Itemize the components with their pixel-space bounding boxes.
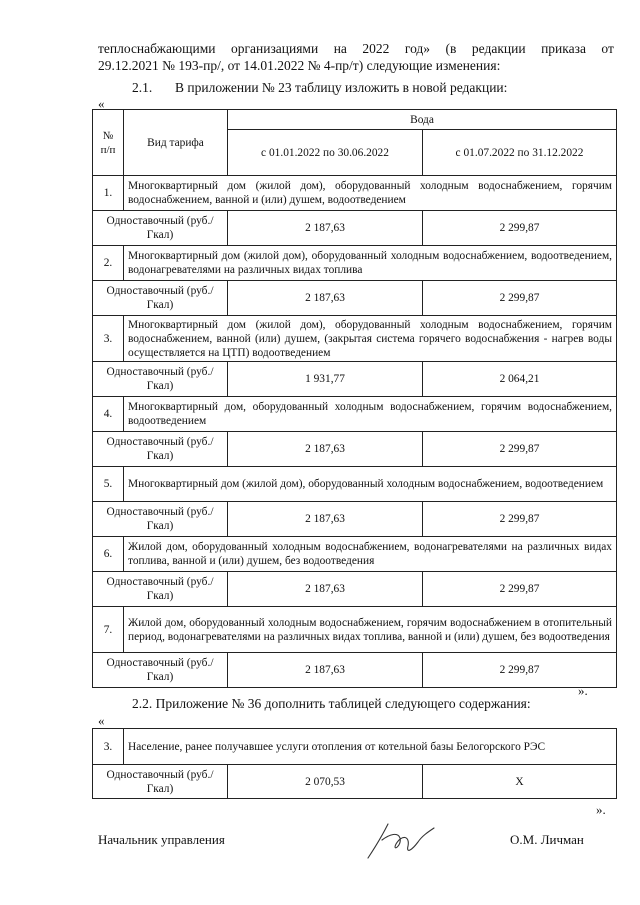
row-value-2: 2 299,87: [423, 432, 617, 467]
row-num: 3.: [93, 729, 124, 765]
intro-word: редакции: [471, 41, 526, 56]
table-row: [93, 572, 617, 607]
row-value-1: 2 187,63: [228, 432, 423, 467]
row-tariff: Одноставочный (руб./Гкал): [93, 211, 228, 246]
table-row: [93, 653, 617, 688]
row-tariff: Одноставочный (руб./Гкал): [93, 432, 228, 467]
header-period-2: с 01.07.2022 по 31.12.2022: [423, 130, 617, 176]
row-value-2: 2 299,87: [423, 211, 617, 246]
row-value-1: 2 187,63: [228, 572, 423, 607]
table-row: [93, 176, 617, 211]
tariff-table: [92, 109, 617, 688]
row-tariff: Одноставочный (руб./Гкал): [93, 362, 228, 397]
table-row: [93, 362, 617, 397]
row-tariff: Одноставочный (руб./Гкал): [93, 653, 228, 688]
table-row: [93, 246, 617, 281]
row-description: Население, ранее получавшее услуги отопления от котельной базы Белогорского РЭС: [124, 729, 617, 765]
row-value-2: 2 299,87: [423, 281, 617, 316]
intro-word: (в: [445, 41, 457, 56]
population-table: [92, 728, 617, 799]
table-row: [93, 211, 617, 246]
intro-word: приказа: [541, 41, 586, 56]
table-row: [93, 467, 617, 502]
row-num: 7.: [93, 607, 124, 653]
intro-word: от: [601, 41, 614, 56]
table-row: [93, 432, 617, 467]
close-quote-1: ».: [578, 683, 588, 698]
row-num: 1.: [93, 176, 124, 211]
close-quote-2: ».: [596, 802, 606, 817]
table-row: [93, 729, 617, 765]
table-row: [93, 397, 617, 432]
header-tariff-type: Вид тарифа: [124, 110, 228, 176]
open-quote: «: [98, 96, 105, 111]
row-value-2: 2 299,87: [423, 653, 617, 688]
header-num: № п/п: [93, 110, 124, 176]
intro-paragraph: [98, 40, 614, 74]
row-tariff: Одноставочный (руб./Гкал): [93, 281, 228, 316]
intro-word: теплоснабжающими: [98, 41, 216, 56]
signer-position: Начальник управления: [98, 832, 225, 847]
row-value-1: 2 070,53: [228, 765, 423, 799]
row-tariff: Одноставочный (руб./Гкал): [93, 572, 228, 607]
row-tariff: Одноставочный (руб./Гкал): [93, 502, 228, 537]
table-row: [93, 281, 617, 316]
intro-line-1: [98, 40, 614, 57]
table-row: [93, 607, 617, 653]
row-value-1: 2 187,63: [228, 281, 423, 316]
row-description: Многоквартирный дом (жилой дом), оборудованный холодным водоснабжением, водоотведением: [124, 467, 617, 502]
row-description: Многоквартирный дом (жилой дом), оборудованный холодным водоснабжением, горячим водоснабжением, ванной (или) душем, (закрытая система горячего водоснабжения - нагрев воды осуществляется на ЦТП) водоотведением: [124, 316, 617, 362]
open-quote-2: «: [98, 713, 105, 728]
section-2-2-text: 2.2. Приложение № 36 дополнить таблицей следующего содержания:: [132, 696, 531, 711]
row-value-1: 2 187,63: [228, 211, 423, 246]
header-period-1: с 01.01.2022 по 30.06.2022: [228, 130, 423, 176]
row-num: 4.: [93, 397, 124, 432]
row-num: 2.: [93, 246, 124, 281]
row-value-2: 2 299,87: [423, 502, 617, 537]
intro-word: на: [333, 41, 347, 56]
header-water: Вода: [228, 110, 617, 130]
signer-name: О.М. Личман: [510, 832, 584, 847]
row-description: Многоквартирный дом (жилой дом), оборудованный холодным водоснабжением, горячим водоснабжением, ванной и (или) душем, водоотведением: [124, 176, 617, 211]
row-value-2: 2 064,21: [423, 362, 617, 397]
intro-word: 2022: [362, 41, 390, 56]
table-row: [93, 316, 617, 362]
intro-line-2: 29.12.2021 № 193-пр/, от 14.01.2022 № 4-пр/т) следующие изменения:: [98, 58, 501, 73]
row-description: Жилой дом, оборудованный холодным водоснабжением, горячим водоснабжением в отопительный период, водонагревателями на различных видах топлива, ванной и (или) душем, без водоотведения: [124, 607, 617, 653]
row-num: 3.: [93, 316, 124, 362]
table-row: [93, 502, 617, 537]
intro-word: организациями: [230, 41, 319, 56]
row-num: 5.: [93, 467, 124, 502]
handwritten-signature: [362, 818, 442, 864]
row-value-1: 2 187,63: [228, 653, 423, 688]
row-description: Многоквартирный дом (жилой дом), оборудованный холодным водоснабжением, водоотведением, водонагревателями на различных видах топлива: [124, 246, 617, 281]
row-description: Многоквартирный дом, оборудованный холодным водоснабжением, горячим водоснабжением, водоотведением: [124, 397, 617, 432]
row-description: Жилой дом, оборудованный холодным водоснабжением, водонагревателями на различных видах топлива, ванной и (или) душем, без водоотведения: [124, 537, 617, 572]
intro-word: год»: [404, 41, 431, 56]
table-row: [93, 537, 617, 572]
section-2-1-number: 2.1.: [132, 80, 153, 95]
table-row: [93, 765, 617, 799]
row-num: 6.: [93, 537, 124, 572]
row-value-1: 2 187,63: [228, 502, 423, 537]
row-value-1: 1 931,77: [228, 362, 423, 397]
row-value-2: Х: [423, 765, 617, 799]
row-tariff: Одноставочный (руб./Гкал): [93, 765, 228, 799]
row-value-2: 2 299,87: [423, 572, 617, 607]
section-2-1-text: В приложении № 23 таблицу изложить в новой редакции:: [175, 80, 508, 95]
